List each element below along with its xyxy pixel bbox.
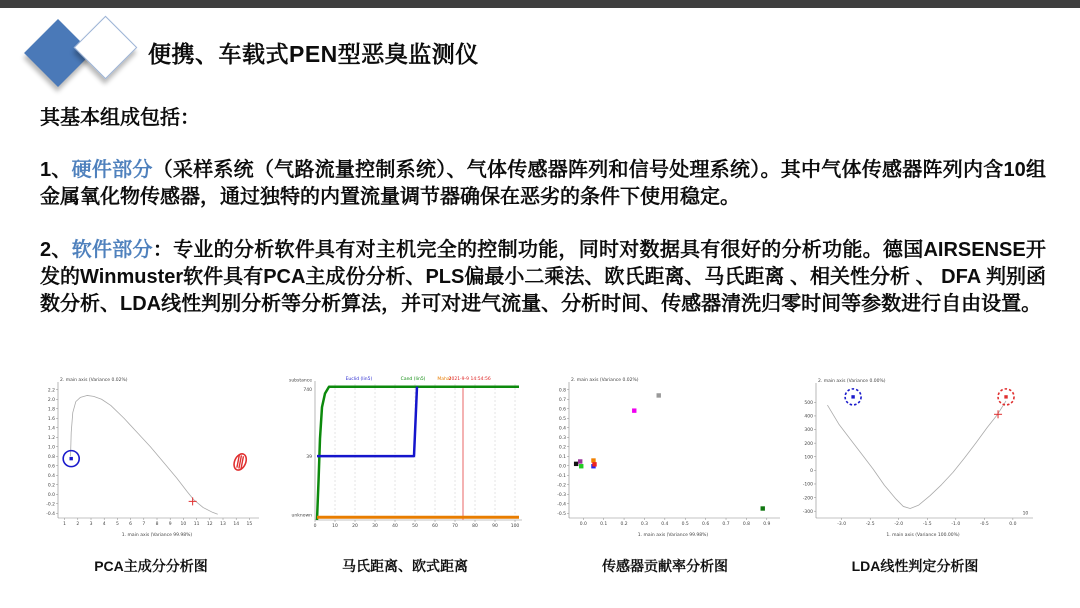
svg-text:0.6: 0.6 [558, 407, 566, 413]
svg-text:39: 39 [306, 454, 312, 460]
svg-text:0.7: 0.7 [722, 522, 730, 527]
svg-text:0: 0 [313, 524, 317, 529]
svg-text:1.6: 1.6 [47, 416, 55, 422]
svg-text:-300: -300 [802, 509, 813, 515]
svg-text:2.2: 2.2 [47, 388, 55, 394]
svg-text:-2.0: -2.0 [894, 522, 904, 527]
svg-text:40: 40 [392, 524, 398, 529]
svg-text:0.8: 0.8 [558, 388, 566, 394]
svg-text:500: 500 [804, 401, 813, 407]
svg-text:0.9: 0.9 [763, 522, 771, 527]
svg-text:5: 5 [115, 522, 119, 527]
svg-text:50: 50 [412, 524, 418, 529]
svg-text:740: 740 [303, 388, 312, 394]
list-number: 2、 [40, 239, 72, 261]
svg-text:3: 3 [89, 522, 93, 527]
svg-text:1.8: 1.8 [47, 407, 55, 413]
paragraph-hardware-text: （采样系统（气路流量控制系统）、气体传感器阵列和信号处理系统）。其中气体传感器阵列内含10组金属氧化物传感器，通过独特的内置流量调节器确保在恶劣的条件下使用稳定。 [40, 159, 1047, 208]
svg-text:-200: -200 [802, 496, 813, 502]
svg-text:0.8: 0.8 [742, 522, 750, 527]
svg-text:2. main axis (Variance 0.00%): 2. main axis (Variance 0.00%) [818, 379, 886, 384]
caption-pca: PCA主成分分析图 [94, 558, 208, 574]
svg-text:0.7: 0.7 [558, 397, 566, 403]
svg-text:unknown: unknown [291, 513, 312, 519]
svg-text:-0.4: -0.4 [46, 511, 55, 517]
svg-text:80: 80 [472, 524, 478, 529]
svg-text:-0.3: -0.3 [557, 492, 566, 498]
svg-text:0.5: 0.5 [681, 522, 689, 527]
svg-text:13: 13 [220, 522, 226, 527]
svg-text:2. main axis (Variance 0.02%): 2. main axis (Variance 0.02%) [60, 378, 128, 383]
svg-text:0: 0 [810, 469, 813, 475]
svg-text:0.0: 0.0 [1009, 522, 1017, 527]
svg-text:9: 9 [168, 522, 172, 527]
svg-text:0.1: 0.1 [600, 522, 608, 527]
svg-text:Cand (lin5): Cand (lin5) [400, 377, 426, 382]
svg-text:0.0: 0.0 [47, 492, 55, 498]
svg-text:8: 8 [155, 522, 159, 527]
svg-text:0.8: 0.8 [47, 454, 55, 460]
svg-text:-0.1: -0.1 [557, 473, 566, 479]
svg-text:Euclid (lin5): Euclid (lin5) [345, 377, 373, 382]
svg-text:100: 100 [510, 524, 520, 529]
svg-text:2021-9-9 14:54:56: 2021-9-9 14:54:56 [448, 377, 491, 382]
svg-text:-2.5: -2.5 [865, 522, 875, 527]
svg-text:2.0: 2.0 [47, 397, 55, 403]
top-border-bar [0, 0, 1080, 8]
svg-text:15: 15 [246, 522, 253, 527]
svg-text:0.6: 0.6 [47, 464, 55, 470]
svg-text:-0.5: -0.5 [557, 511, 566, 517]
svg-text:-0.4: -0.4 [557, 502, 566, 508]
svg-text:0.2: 0.2 [620, 522, 628, 527]
svg-text:1. main axis (Variance 100.00%: 1. main axis (Variance 100.00%) [886, 533, 960, 538]
svg-text:11: 11 [193, 522, 200, 527]
svg-text:0.2: 0.2 [558, 445, 566, 451]
svg-text:0.3: 0.3 [640, 522, 649, 527]
svg-text:-1.0: -1.0 [951, 522, 961, 527]
svg-text:10: 10 [332, 524, 338, 529]
svg-text:1.2: 1.2 [47, 435, 55, 441]
svg-text:1.0: 1.0 [47, 445, 55, 451]
svg-text:1: 1 [63, 522, 67, 527]
svg-text:12: 12 [206, 522, 213, 527]
paragraph-hardware [40, 157, 1046, 211]
svg-text:-100: -100 [802, 482, 813, 488]
svg-text:20: 20 [352, 524, 358, 529]
svg-text:0.4: 0.4 [558, 426, 566, 432]
paragraph-software [40, 237, 1046, 318]
chart-sensor-contribution [545, 372, 785, 538]
slide-title: 便携、车载式PEN型恶臭监测仪 [148, 41, 479, 67]
svg-text:4: 4 [102, 522, 106, 527]
intro-text: 其基本组成包括： [40, 107, 200, 129]
diamond-outline-icon [74, 16, 138, 80]
svg-text:-0.2: -0.2 [46, 502, 55, 508]
paragraph-software-text: ：专业的分析软件具有对主机完全的控制功能，同时对数据具有很好的分析功能。德国AIRSENSE开发的Winmuster软件具有PCA主成份分析、PLS偏最小二乘法、欧氏距离、马氏距离 、相关性分析 、 DFA 判别函数分析、LDA线性判别分析等分析算法，并可对进气流量、分析时间、传感器清洗归零时间等参数进行自由设置。 [40, 239, 1046, 315]
svg-text:Mahal: Mahal [437, 377, 451, 382]
svg-text:0.4: 0.4 [47, 473, 55, 479]
svg-text:60: 60 [432, 524, 438, 529]
svg-text:90: 90 [492, 524, 498, 529]
svg-text:10: 10 [180, 522, 187, 527]
highlight-software: 软件部分 [71, 239, 153, 261]
svg-text:0.4: 0.4 [661, 522, 669, 527]
svg-text:0.0: 0.0 [579, 522, 587, 527]
caption-sensor-contribution: 传感器贡献率分析图 [602, 558, 728, 574]
svg-text:6: 6 [129, 522, 133, 527]
chart-distance [285, 372, 525, 538]
svg-text:1. main axis (Variance 99.98%): 1. main axis (Variance 99.98%) [637, 533, 709, 538]
svg-text:0.2: 0.2 [47, 483, 55, 489]
caption-lda: LDA线性判定分析图 [851, 558, 979, 574]
caption-distance: 马氏距离、欧式距离 [342, 558, 468, 574]
svg-text:-3.0: -3.0 [837, 522, 847, 527]
svg-text:-0.5: -0.5 [979, 522, 989, 527]
svg-text:0.5: 0.5 [558, 416, 566, 422]
svg-text:10: 10 [1022, 511, 1029, 517]
highlight-hardware: 硬件部分 [71, 159, 153, 181]
svg-text:0.1: 0.1 [558, 454, 566, 460]
svg-text:0.6: 0.6 [702, 522, 710, 527]
svg-text:2. main axis (Variance 0.02%): 2. main axis (Variance 0.02%) [571, 378, 639, 383]
svg-text:-1.5: -1.5 [922, 522, 932, 527]
chart-lda [790, 372, 1040, 538]
svg-text:100: 100 [804, 455, 813, 461]
svg-text:substance: substance [288, 378, 312, 384]
svg-text:400: 400 [804, 414, 813, 420]
svg-text:1.4: 1.4 [47, 426, 55, 432]
svg-text:300: 300 [804, 428, 813, 434]
svg-text:200: 200 [804, 441, 813, 447]
list-number: 1、 [40, 159, 72, 181]
chart-pca [36, 372, 266, 538]
svg-text:-0.2: -0.2 [557, 483, 566, 489]
svg-text:70: 70 [452, 524, 458, 529]
svg-text:2: 2 [76, 522, 80, 527]
svg-text:14: 14 [233, 522, 240, 527]
svg-text:1. main axis (Variance 99.98%): 1. main axis (Variance 99.98%) [121, 533, 193, 538]
svg-text:7: 7 [142, 522, 146, 527]
svg-text:0.3: 0.3 [558, 435, 566, 441]
svg-text:0.0: 0.0 [558, 464, 566, 470]
svg-text:30: 30 [372, 524, 378, 529]
